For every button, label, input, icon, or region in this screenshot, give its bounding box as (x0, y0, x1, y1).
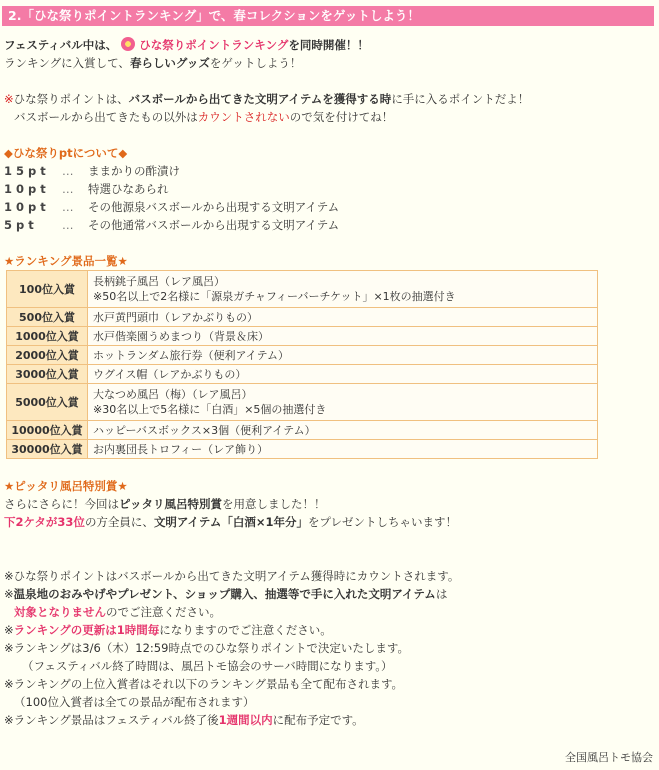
points-heading: ◆ひな祭りptについて◆ (4, 146, 128, 160)
prize-item (88, 346, 598, 365)
intro-line-1: フェスティバル中は、 ひな祭りポイントランキングを同時開催！！ (4, 38, 369, 52)
prize-row (7, 308, 598, 327)
prize-rank: 2000位入賞 (7, 346, 88, 365)
prize-item-name: お内裏団長トロフィー（レア飾り） (93, 442, 269, 456)
prize-row (7, 365, 598, 384)
prize-item (88, 365, 598, 384)
note-7: （100位入賞者は全ての景品が配布されます） (14, 695, 255, 709)
prize-item-name: ハッピーバスボックス×3個（便利アイテム） (93, 423, 316, 437)
prize-rank: 10000位入賞 (7, 421, 88, 440)
prize-rank: 3000位入賞 (7, 365, 88, 384)
prize-table (6, 270, 598, 459)
ranking-name: ひな祭りポイントランキング (139, 38, 289, 52)
prize-item-name: 大なつめ風呂（梅）（レア風呂） (93, 388, 253, 401)
prize-rank: 100位入賞 (7, 271, 88, 308)
prize-item (88, 421, 598, 440)
prize-item (88, 271, 598, 308)
prize-item-name: ウグイス帽（レアかぶりもの） (93, 367, 247, 381)
point-row (4, 198, 654, 216)
point-desc: その他通常バスボールから出現する文明アイテム (88, 218, 340, 232)
point-note-1: ※ひな祭りポイントは、バスボールから出てきた文明アイテムを獲得する時に手に入るポイントだよ！ (4, 92, 530, 106)
special-line-1: さらにさらに！今回はピッタリ風呂特別賞を用意しました！！ (4, 497, 326, 511)
point-dots: … (62, 182, 74, 196)
point-value: 15pt (4, 164, 50, 178)
point-desc: その他源泉バスボールから出現する文明アイテム (88, 200, 340, 214)
note-1: ※ひな祭りポイントはバスボールから出てきた文明アイテム獲得時にカウントされます。 (4, 569, 460, 583)
prize-rank: 1000位入賞 (7, 327, 88, 346)
prize-item (88, 440, 598, 459)
point-row (4, 216, 654, 234)
note-2b: 対象となりませんのでご注意ください。 (14, 605, 221, 619)
footer-credit: 全国風呂トモ協会 (565, 751, 653, 764)
main-content (4, 36, 654, 729)
prize-row (7, 421, 598, 440)
prize-row (7, 384, 598, 421)
point-value: 5pt (4, 218, 38, 232)
note-8: ※ランキング景品はフェスティバル終了後1週間以内に配布予定です。 (4, 713, 364, 727)
point-note-2: バスボールから出てきたもの以外はカウントされないので気を付けてね！ (14, 110, 394, 124)
point-value: 10pt (4, 200, 50, 214)
prize-item-name: 水戸黄門頭巾（レアかぶりもの） (93, 310, 258, 324)
prize-item-note: ※30名以上で5名様に「白酒」×5個の抽選付き (93, 403, 327, 416)
point-dots: … (62, 164, 74, 178)
prizes-heading: ★ランキング景品一覧★ (4, 254, 128, 268)
note-5: （フェスティバル終了時間は、風呂トモ協会のサーバ時間になります。） (22, 659, 393, 673)
point-row (4, 162, 654, 180)
prize-row (7, 327, 598, 346)
point-dots: … (62, 218, 74, 232)
prize-item-name: 長柄銚子風呂（レア風呂） (93, 275, 225, 288)
prize-row (7, 440, 598, 459)
note-6: ※ランキングの上位入賞者はそれ以下のランキング景品も全て配布されます。 (4, 677, 404, 691)
prize-rank: 5000位入賞 (7, 384, 88, 421)
prize-item-name: 水戸偕楽園うめまつり（背景＆床） (93, 329, 269, 343)
point-row (4, 180, 654, 198)
point-dots: … (62, 200, 74, 214)
points-list (4, 162, 654, 234)
point-desc: 特選ひなあられ (88, 182, 169, 196)
prize-rank: 500位入賞 (7, 308, 88, 327)
flower-icon (121, 37, 135, 51)
point-desc: ままかりの酢漬け (88, 164, 180, 178)
prize-item (88, 384, 598, 421)
point-value: 10pt (4, 182, 50, 196)
prize-item (88, 327, 598, 346)
section-title: 2.「ひな祭りポイントランキング」で、春コレクションをゲットしよう！ (2, 6, 654, 26)
special-heading: ★ピッタリ風呂特別賞★ (4, 479, 128, 493)
prize-item-note: ※50名以上で2名様に「源泉ガチャフィーバーチケット」×1枚の抽選付き (93, 290, 456, 303)
prize-row (7, 346, 598, 365)
intro-line-2: ランキングに入賞して、春らしいグッズをゲットしよう！ (4, 56, 302, 70)
prize-item (88, 308, 598, 327)
note-2: ※温泉地のおみやげやプレゼント、ショップ購入、抽選等で手に入れた文明アイテムは (4, 587, 448, 601)
special-line-2: 下2ケタが33位の方全員に、文明アイテム「白酒×1年分」をプレゼントしちゃいます！ (4, 515, 458, 529)
note-4: ※ランキングは3/6（木）12:59時点でのひな祭りポイントで決定いたします。 (4, 641, 410, 655)
prize-item-name: ホットランダム旅行券（便利アイテム） (93, 348, 290, 362)
note-3: ※ランキングの更新は1時間毎になりますのでご注意ください。 (4, 623, 332, 637)
prize-row (7, 271, 598, 308)
prize-rank: 30000位入賞 (7, 440, 88, 459)
